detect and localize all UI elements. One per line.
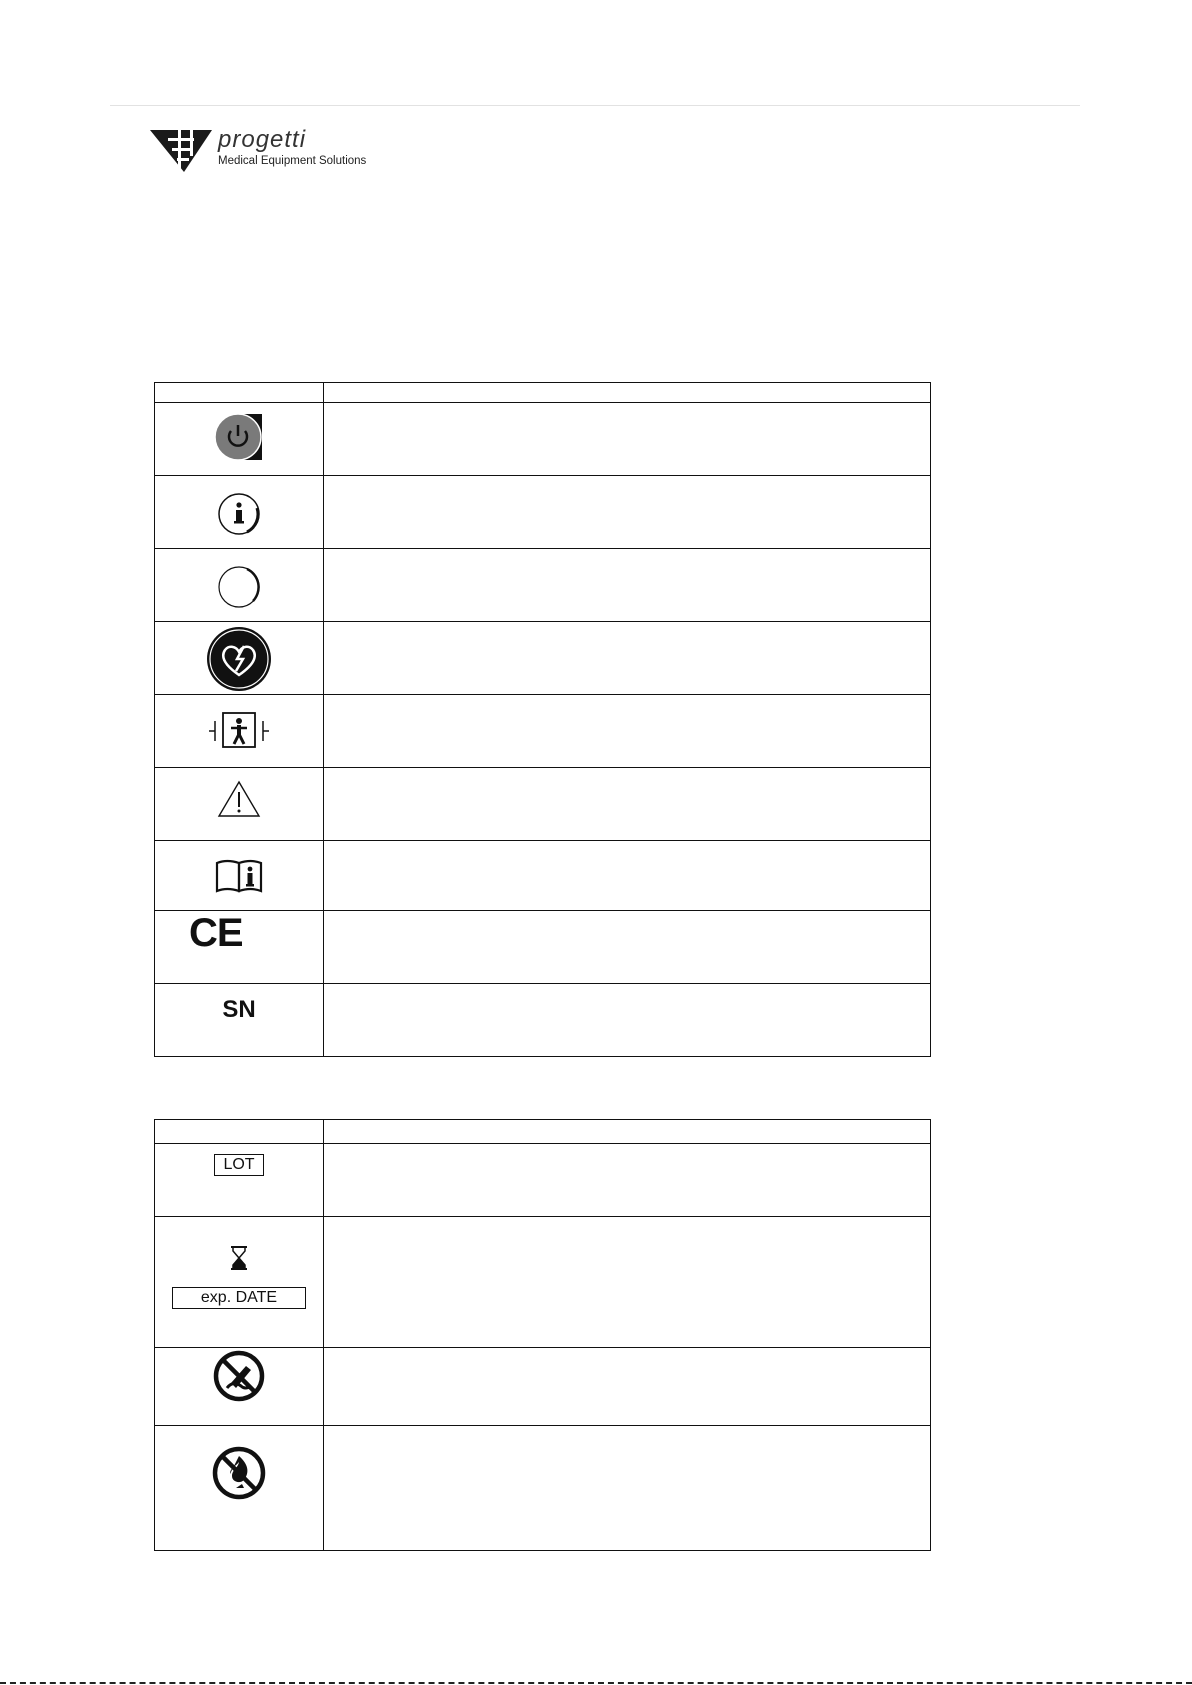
table-header-row bbox=[155, 1120, 931, 1144]
table-row bbox=[155, 1348, 931, 1426]
table-row bbox=[155, 1217, 931, 1348]
symbols-table-1 bbox=[154, 382, 931, 1057]
row-description bbox=[324, 768, 931, 841]
brand-wordmark: progetti bbox=[218, 126, 307, 153]
defibrillation-proof-type-bf-icon bbox=[207, 711, 271, 751]
heart-shock-button-icon bbox=[206, 626, 272, 692]
table-row bbox=[155, 476, 931, 549]
header-symbol-cell bbox=[155, 383, 324, 403]
blank-circle-button-icon bbox=[217, 565, 261, 609]
hourglass-icon bbox=[229, 1245, 249, 1271]
symbols-table-2 bbox=[154, 1119, 931, 1551]
info-button-icon bbox=[217, 492, 261, 536]
row-description bbox=[324, 1426, 931, 1551]
row-description bbox=[324, 984, 931, 1057]
header-rule bbox=[110, 105, 1080, 106]
expiry-date-icon: exp. DATE bbox=[172, 1287, 306, 1309]
table-row bbox=[155, 1426, 931, 1551]
brand-tagline: Medical Equipment Solutions bbox=[218, 155, 367, 167]
do-not-burn-icon bbox=[212, 1446, 266, 1500]
table-row bbox=[155, 1144, 931, 1217]
row-description bbox=[324, 403, 931, 476]
table-row bbox=[155, 403, 931, 476]
row-description bbox=[324, 1144, 931, 1217]
progetti-logo-mark-icon bbox=[150, 128, 214, 174]
do-not-cut-icon bbox=[213, 1350, 265, 1402]
progetti-logo bbox=[150, 128, 370, 174]
lot-number-icon: LOT bbox=[214, 1154, 263, 1176]
table-row bbox=[155, 911, 931, 984]
consult-instructions-icon bbox=[215, 859, 263, 893]
serial-number-icon: SN bbox=[222, 996, 256, 1023]
row-description bbox=[324, 549, 931, 622]
row-description bbox=[324, 911, 931, 984]
row-description bbox=[324, 1217, 931, 1348]
table-row bbox=[155, 841, 931, 911]
warning-triangle-icon bbox=[217, 780, 261, 818]
row-description bbox=[324, 1348, 931, 1426]
row-description bbox=[324, 841, 931, 911]
header-symbol-cell bbox=[155, 1120, 324, 1144]
power-button-icon bbox=[214, 413, 264, 463]
header-description-cell bbox=[324, 1120, 931, 1144]
footer-rule bbox=[0, 1682, 1192, 1684]
row-description bbox=[324, 695, 931, 768]
table-row bbox=[155, 768, 931, 841]
header-description-cell bbox=[324, 383, 931, 403]
table-row bbox=[155, 622, 931, 695]
ce-mark-icon: CE bbox=[189, 911, 243, 955]
row-description bbox=[324, 476, 931, 549]
table-row bbox=[155, 695, 931, 768]
table-header-row bbox=[155, 383, 931, 403]
row-description bbox=[324, 622, 931, 695]
table-row bbox=[155, 984, 931, 1057]
table-row bbox=[155, 549, 931, 622]
